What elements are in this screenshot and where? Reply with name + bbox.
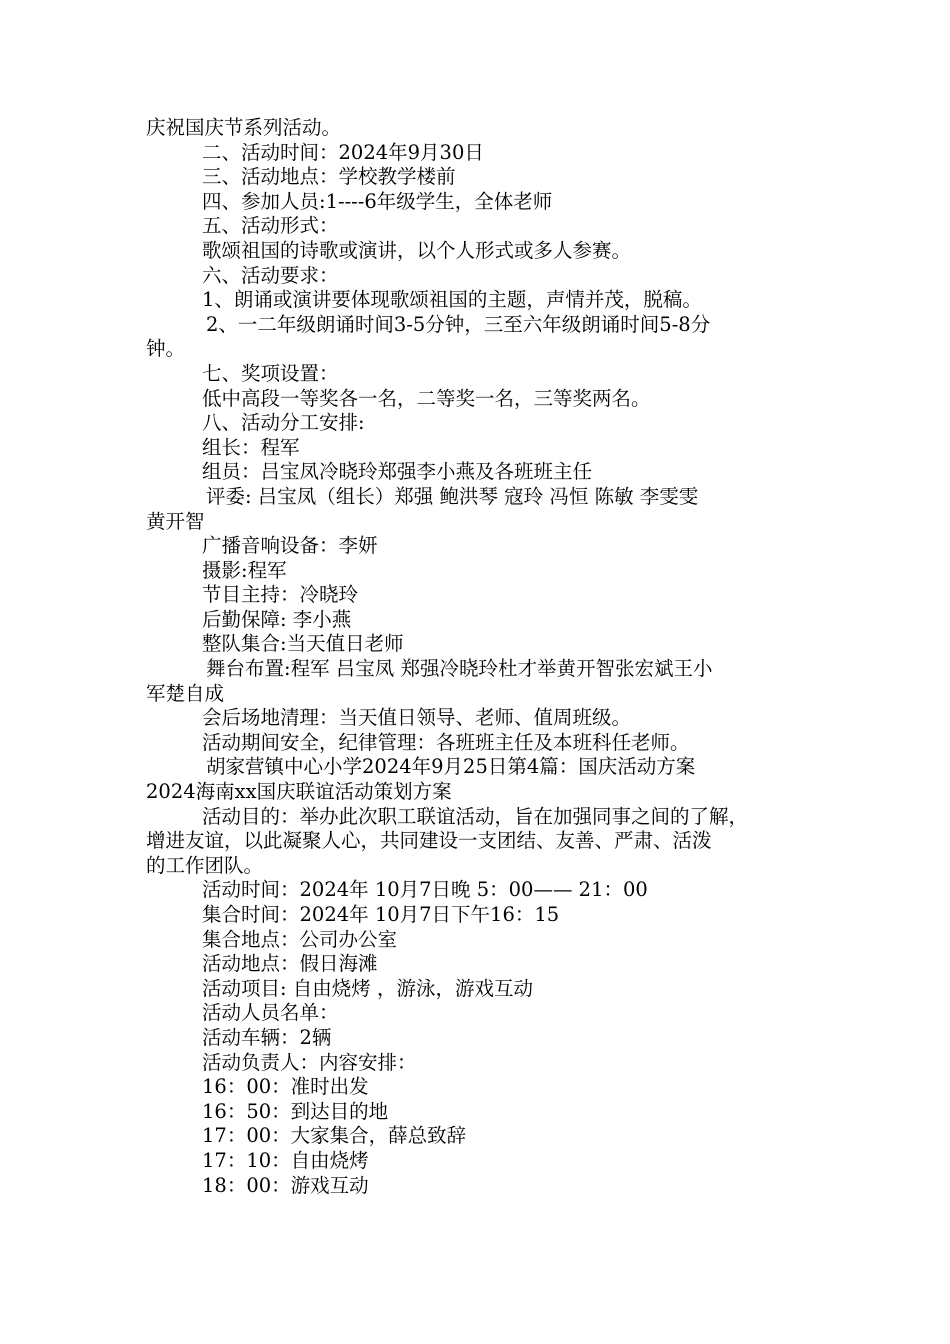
text-line: 活动时间：2024年 10月7日晚 5：00—— 21：00	[202, 878, 648, 902]
text-line: 16：50：到达目的地	[202, 1099, 389, 1123]
text-line: 广播音响设备：李妍	[202, 534, 378, 558]
text-line: 活动项目: 自由烧烤 ，游泳，游戏互动	[202, 976, 533, 1000]
text-line: 活动地点：假日海滩	[202, 952, 378, 976]
text-line: 活动目的：举办此次职工联谊活动，旨在加强同事之间的了解，	[202, 804, 749, 828]
text-line: 三、活动地点：学校教学楼前	[202, 165, 456, 189]
text-line: 增进友谊，以此凝聚人心，共同建设一支团结、友善、严肃、活泼	[146, 829, 712, 853]
text-line: 节目主持：冷晓玲	[202, 583, 359, 607]
text-line: 组长：程军	[202, 435, 300, 459]
text-line: 的工作团队。	[146, 853, 264, 877]
text-line: 舞台布置:程军 吕宝凤 郑强冷晓玲杜才举黄开智张宏斌王小	[206, 657, 713, 681]
text-line: 活动人员名单：	[202, 1001, 339, 1025]
text-line: 庆祝国庆节系列活动。	[146, 116, 342, 139]
text-line: 六、活动要求：	[202, 263, 339, 287]
text-line: 18：00：游戏互动	[202, 1173, 369, 1197]
text-line: 集合地点：公司办公室	[202, 927, 398, 951]
text-line: 黄开智	[146, 509, 205, 533]
text-line: 八、活动分工安排:	[202, 411, 365, 435]
document-body	[146, 116, 814, 1198]
text-line: 活动车辆：2辆	[202, 1025, 332, 1049]
text-line: 组员：吕宝凤冷晓玲郑强李小燕及各班班主任	[202, 460, 593, 484]
text-line: 七、奖项设置：	[202, 361, 339, 385]
text-line: 整队集合:当天值日老师	[202, 632, 404, 656]
text-line: 2024海南xx国庆联谊活动策划方案	[146, 780, 452, 804]
text-line: 胡家营镇中心小学2024年9月25日第4篇：国庆活动方案	[206, 755, 696, 779]
text-line: 摄影:程军	[202, 558, 287, 582]
text-line: 1、朗诵或演讲要体现歌颂祖国的主题，声情并茂，脱稿。	[202, 288, 702, 312]
text-line: 五、活动形式：	[202, 214, 339, 238]
text-line: 钟。	[146, 337, 186, 361]
text-line: 四、参加人员:1----6年级学生，全体老师	[202, 189, 553, 213]
text-line: 歌颂祖国的诗歌或演讲，以个人形式或多人参赛。	[202, 238, 632, 262]
text-line: 后勤保障: 李小燕	[202, 607, 352, 631]
text-line: 16：00：准时出发	[202, 1075, 369, 1099]
text-line: 活动负责人：内容安排：	[202, 1050, 417, 1074]
text-line: 17：00：大家集合，薛总致辞	[202, 1124, 467, 1148]
text-line: 活动期间安全，纪律管理：各班班主任及本班科任老师。	[202, 730, 690, 754]
text-line: 评委: 吕宝凤（组长）郑强 鲍洪琴 寇玲 冯恒 陈敏 李雯雯	[206, 484, 699, 508]
text-line: 军楚自成	[146, 681, 225, 705]
text-line: 2、一二年级朗诵时间3-5分钟，三至六年级朗诵时间5-8分	[206, 312, 711, 336]
text-line: 低中高段一等奖各一名，二等奖一名，三等奖两名。	[202, 386, 651, 410]
text-line: 17：10：自由烧烤	[202, 1148, 369, 1172]
text-line: 二、活动时间：2024年9月30日	[202, 140, 484, 164]
text-line: 集合时间：2024年 10月7日下午16：15	[202, 903, 560, 926]
text-line: 会后场地清理：当天值日领导、老师、值周班级。	[202, 706, 632, 730]
